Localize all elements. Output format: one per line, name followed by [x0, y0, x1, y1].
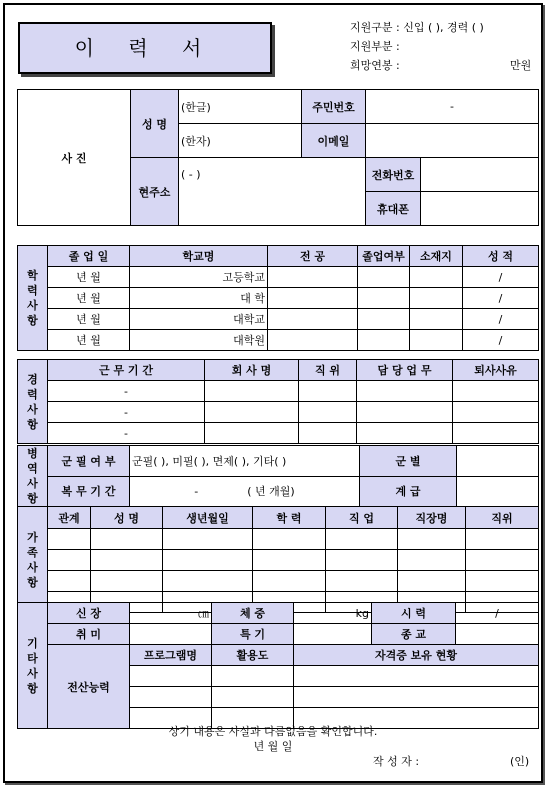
education-table — [17, 245, 539, 351]
religion-field[interactable] — [456, 624, 539, 645]
edu-school[interactable]: 대 학 — [130, 288, 268, 309]
military-branch-label: 군 별 — [360, 446, 457, 477]
hobby-label: 취 미 — [48, 624, 130, 645]
dept-label: 지원부분 : — [350, 40, 400, 53]
education-section-label: 학 력 사 항 — [18, 246, 48, 351]
career-period[interactable]: - — [48, 381, 205, 402]
military-status-options[interactable]: 군필( ), 미필( ), 면제( ), 기타( ) — [130, 446, 360, 477]
edu-header-major: 전 공 — [268, 246, 358, 267]
other-table — [17, 602, 539, 729]
edu-header-grade: 성 적 — [463, 246, 539, 267]
vision-label: 시 력 — [372, 603, 456, 624]
career-table — [17, 359, 539, 444]
email-label: 이메일 — [302, 124, 366, 158]
edu-date[interactable]: 년 월 — [48, 330, 130, 351]
name-korean-field[interactable]: (한글) — [179, 90, 302, 124]
program-header: 프로그램명 — [130, 645, 212, 666]
edu-header-school: 학교명 — [130, 246, 268, 267]
personal-table — [17, 89, 539, 226]
other-section-label: 기 타 사 항 — [18, 603, 48, 729]
phone-field[interactable] — [421, 158, 539, 192]
mobile-label: 휴대폰 — [366, 192, 421, 226]
career-header-duty: 담 당 업 무 — [357, 360, 453, 381]
apply-type-label: 지원구분 : 신입 ( ), 경력 ( ) — [350, 21, 484, 34]
family-header-workplace: 직장명 — [398, 507, 466, 529]
special-field[interactable] — [294, 624, 372, 645]
career-header-period: 근 무 기 간 — [48, 360, 205, 381]
edu-grade[interactable]: / — [463, 288, 539, 309]
height-field[interactable]: ㎝ — [130, 603, 212, 624]
certificates-header: 자격증 보유 현황 — [294, 645, 539, 666]
edu-school[interactable]: 고등학교 — [130, 267, 268, 288]
edu-header-graduation: 졸업여부 — [358, 246, 410, 267]
military-section-label: 병 역 사 항 — [18, 446, 48, 507]
resident-no-field[interactable]: - — [366, 90, 539, 124]
military-rank-field[interactable] — [457, 476, 539, 507]
career-period[interactable]: - — [48, 402, 205, 423]
military-branch-field[interactable] — [457, 446, 539, 477]
edu-grade[interactable]: / — [463, 267, 539, 288]
address-label: 현주소 — [131, 158, 179, 226]
height-label: 신 장 — [48, 603, 130, 624]
confirm-statement: 상기 내용은 사실과 다름없음을 확인합니다. — [168, 725, 378, 738]
military-period-label: 복 무 기 간 — [48, 476, 130, 507]
mobile-field[interactable] — [421, 192, 539, 226]
salary-unit: 만원 — [510, 59, 532, 72]
family-header-name: 성 명 — [91, 507, 163, 529]
edu-grade[interactable]: / — [463, 330, 539, 351]
family-header-relation: 관계 — [48, 507, 91, 529]
military-table — [17, 445, 539, 507]
email-field[interactable] — [366, 124, 539, 158]
military-status-label: 군 필 여 부 — [48, 446, 130, 477]
career-header-position: 직 위 — [299, 360, 357, 381]
address-field[interactable]: ( - ) — [179, 158, 366, 226]
family-header-education: 학 력 — [253, 507, 326, 529]
date-line: 년 월 일 — [253, 740, 293, 753]
usage-header: 활용도 — [212, 645, 294, 666]
edu-date[interactable]: 년 월 — [48, 309, 130, 330]
edu-header-date: 졸 업 일 — [48, 246, 130, 267]
military-period-field[interactable]: - ( 년 개월) — [130, 476, 360, 507]
edu-date[interactable]: 년 월 — [48, 267, 130, 288]
computer-skills-label: 전산능력 — [48, 645, 130, 729]
career-header-company: 회 사 명 — [205, 360, 299, 381]
resume-form — [3, 3, 543, 783]
weight-field[interactable]: kg — [294, 603, 372, 624]
career-period[interactable]: - — [48, 423, 205, 444]
edu-header-location: 소재지 — [410, 246, 463, 267]
resume-title: 이 력 서 — [18, 22, 272, 74]
name-hanja-field[interactable]: (한자) — [179, 124, 302, 158]
vision-field[interactable]: / — [456, 603, 539, 624]
edu-school[interactable]: 대학원 — [130, 330, 268, 351]
writer-label: 작 성 자 : — [373, 755, 420, 768]
family-table — [17, 506, 539, 613]
salary-label: 희망연봉 : — [350, 59, 400, 72]
family-header-birth: 생년월일 — [163, 507, 253, 529]
career-header-reason: 퇴사사유 — [453, 360, 539, 381]
edu-grade[interactable]: / — [463, 309, 539, 330]
career-section-label: 경 력 사 항 — [18, 360, 48, 444]
phone-label: 전화번호 — [366, 158, 421, 192]
resident-no-label: 주민번호 — [302, 90, 366, 124]
family-section-label: 가 족 사 항 — [18, 507, 48, 613]
special-label: 특 기 — [212, 624, 294, 645]
seal-mark: (인) — [510, 755, 530, 768]
military-rank-label: 계 급 — [360, 476, 457, 507]
edu-date[interactable]: 년 월 — [48, 288, 130, 309]
family-header-job: 직 업 — [326, 507, 398, 529]
family-header-position: 직위 — [466, 507, 539, 529]
hobby-field[interactable] — [130, 624, 212, 645]
weight-label: 체 중 — [212, 603, 294, 624]
edu-school[interactable]: 대학교 — [130, 309, 268, 330]
religion-label: 종 교 — [372, 624, 456, 645]
photo-box: 사 진 — [18, 90, 131, 226]
name-label: 성 명 — [131, 90, 179, 158]
